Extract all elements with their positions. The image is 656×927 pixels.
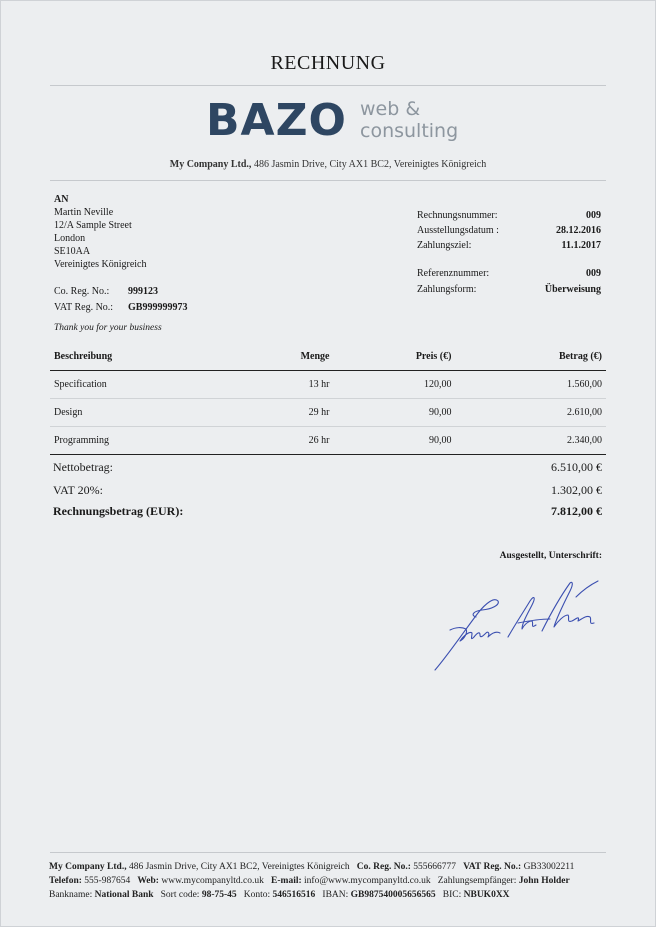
grand-total-value: 7.812,00 € — [551, 504, 602, 518]
item-quantity: 13 hr — [258, 371, 333, 399]
table-row — [50, 427, 606, 455]
vat-reg-value: GB999999973 — [128, 302, 188, 313]
reference-value: 009 — [586, 268, 601, 279]
table-row — [50, 399, 606, 427]
company-logo — [206, 96, 466, 146]
due-date-label: Zahlungsziel: — [417, 240, 472, 251]
recipient-block — [54, 193, 146, 271]
company-reg-value: 999123 — [128, 286, 158, 297]
item-description: Specification — [50, 371, 258, 399]
footer-company-address: 486 Jasmin Drive, City AX1 BC2, Vereinigtes Königreich — [126, 862, 350, 872]
company-address-line — [0, 159, 656, 170]
recipient-line: Vereinigtes Königreich — [54, 259, 147, 270]
handwritten-signature — [430, 575, 605, 675]
footer-account-value: 546516516 — [270, 890, 316, 900]
issue-date-label: Ausstellungsdatum : — [417, 225, 499, 236]
net-total-value: 6.510,00 € — [551, 460, 602, 474]
company-reg-label: Co. Reg. No.: — [54, 286, 110, 297]
footer-email-label: E-mail: — [271, 876, 302, 886]
line-items-table — [50, 342, 606, 455]
footer-bic-label: BIC: — [442, 890, 462, 900]
item-amount: 1.560,00 — [455, 371, 606, 399]
column-header-quantity: Menge — [258, 342, 333, 371]
recipient-line: SE10AA — [54, 246, 91, 257]
company-name: My Company Ltd., — [169, 159, 252, 170]
table-row — [50, 371, 606, 399]
footer-bic-value: NBUK0XX — [461, 890, 510, 900]
footer — [49, 860, 609, 902]
recipient-label: AN — [54, 194, 69, 205]
payment-method-label: Zahlungsform: — [417, 284, 477, 295]
footer-company-name: My Company Ltd., — [49, 862, 127, 872]
item-description: Programming — [50, 427, 258, 455]
recipient-line: London — [54, 233, 86, 244]
logo-subtitle-line2: consulting — [360, 120, 459, 142]
footer-email-value: info@www.mycompanyltd.co.uk — [301, 876, 431, 886]
footer-account-label: Konto: — [243, 890, 271, 900]
column-header-amount: Betrag (€) — [455, 342, 606, 371]
footer-sort-code-value: 98-75-45 — [199, 890, 237, 900]
payment-method-value: Überweisung — [544, 284, 601, 295]
vat-total-value: 1.302,00 € — [551, 483, 602, 497]
footer-iban-value: GB987540005656565 — [348, 890, 436, 900]
footer-vat-reg-value: GB33002211 — [521, 862, 575, 872]
company-reg-row — [54, 286, 158, 297]
footer-phone-value: 555-987654 — [81, 876, 131, 886]
footer-bank-value: National Bank — [92, 890, 154, 900]
footer-line-bank — [49, 888, 609, 902]
footer-co-reg-label: Co. Reg. No.: — [356, 862, 411, 872]
invoice-title: RECHNUNG — [270, 52, 386, 74]
vat-reg-row — [54, 302, 187, 313]
signature-label: Ausgestellt, Unterschrift: — [499, 551, 602, 561]
issue-date-value: 28.12.2016 — [556, 225, 601, 236]
footer-line-contact — [49, 874, 609, 888]
divider — [50, 852, 606, 853]
logo-subtitle-line1: web & — [360, 98, 421, 120]
reference-label: Referenznummer: — [417, 268, 490, 279]
divider — [50, 85, 606, 86]
item-price: 90,00 — [333, 399, 455, 427]
divider — [50, 180, 606, 181]
logo-mark: BAZO — [206, 95, 347, 146]
thanks-note: Thank you for your business — [54, 323, 162, 333]
footer-payee-label: Zahlungsempfänger: — [437, 876, 517, 886]
footer-web-label: Web: — [137, 876, 159, 886]
due-date-value: 11.1.2017 — [561, 240, 601, 251]
footer-bank-label: Bankname: — [49, 890, 93, 900]
footer-co-reg-value: 555666777 — [410, 862, 456, 872]
vat-total-label: VAT 20%: — [53, 483, 103, 497]
footer-line-company — [49, 860, 609, 874]
invoice-number-label: Rechnungsnummer: — [417, 210, 498, 221]
item-quantity: 29 hr — [258, 399, 333, 427]
footer-web-value: www.mycompanyltd.co.uk — [158, 876, 264, 886]
footer-payee-value: John Holder — [516, 876, 570, 886]
footer-phone-label: Telefon: — [49, 876, 82, 886]
vat-reg-label: VAT Reg. No.: — [54, 302, 114, 313]
footer-vat-reg-label: VAT Reg. No.: — [463, 862, 522, 872]
company-address: 486 Jasmin Drive, City AX1 BC2, Vereinigtes Königreich — [251, 159, 487, 170]
footer-sort-code-label: Sort code: — [160, 890, 200, 900]
net-total-label: Nettobetrag: — [53, 460, 113, 474]
grand-total-label: Rechnungsbetrag (EUR): — [53, 504, 184, 518]
item-amount: 2.340,00 — [455, 427, 606, 455]
invoice-number-value: 009 — [586, 210, 601, 221]
column-header-description: Beschreibung — [50, 342, 258, 371]
recipient-line: Martin Neville — [54, 207, 114, 218]
item-quantity: 26 hr — [258, 427, 333, 455]
recipient-line: 12/A Sample Street — [54, 220, 132, 231]
item-amount: 2.610,00 — [455, 399, 606, 427]
footer-iban-label: IBAN: — [322, 890, 349, 900]
table-header-row — [50, 342, 606, 371]
logo-subtitle — [360, 98, 458, 142]
item-price: 120,00 — [333, 371, 455, 399]
item-price: 90,00 — [333, 427, 455, 455]
item-description: Design — [50, 399, 258, 427]
column-header-price: Preis (€) — [333, 342, 455, 371]
